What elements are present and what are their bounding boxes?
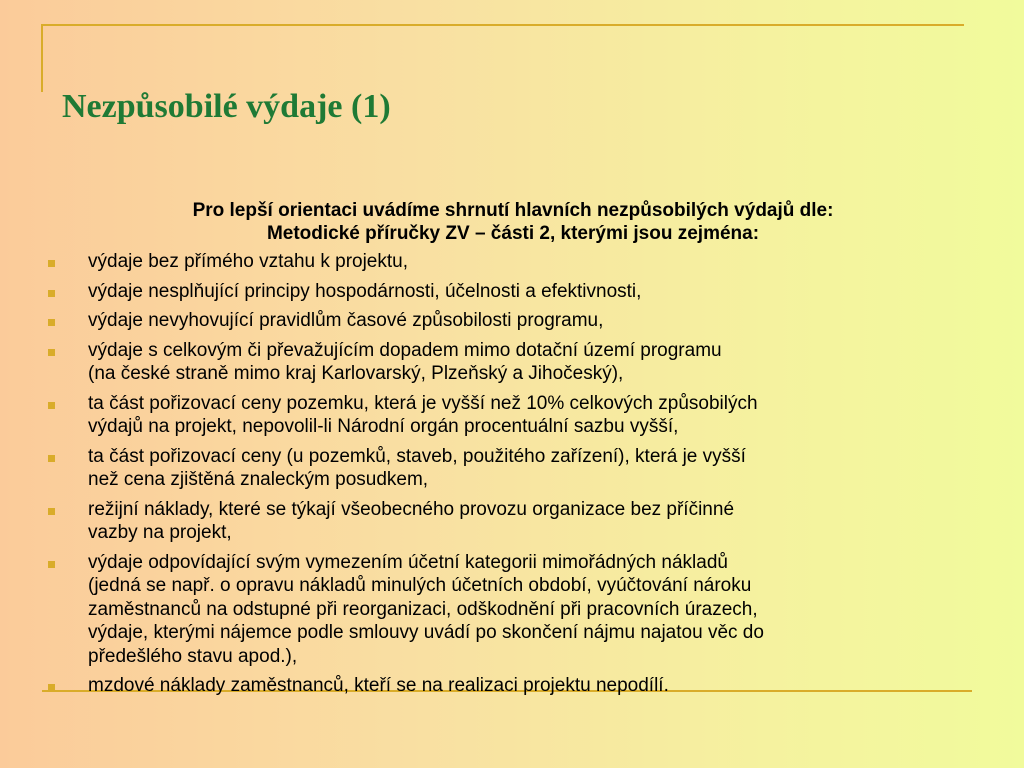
top-rule	[42, 24, 964, 26]
list-item-line: než cena zjištěná znaleckým posudkem,	[88, 469, 429, 490]
list-item	[40, 280, 990, 304]
list-item	[40, 392, 990, 439]
list-item	[40, 498, 990, 545]
square-bullet-icon	[48, 290, 55, 297]
list-item-line: (na české straně mimo kraj Karlovarský, Plzeňský a Jihočeský),	[88, 363, 624, 384]
list-item-line: předešlého stavu apod.),	[88, 645, 298, 667]
list-item-line: výdaje bez přímého vztahu k projektu,	[88, 251, 409, 272]
intro-text	[40, 199, 986, 245]
square-bullet-icon	[48, 561, 55, 568]
intro-line: Pro lepší orientaci uvádíme shrnutí hlavních nezpůsobilých výdajů dle:	[192, 200, 834, 221]
slide-title: Nezpůsobilé výdaje (1)	[62, 88, 391, 125]
list-item-line: výdaje nesplňující principy hospodárnosti, účelnosti a efektivnosti,	[88, 280, 642, 302]
bullet-list	[40, 250, 990, 704]
list-item	[40, 250, 990, 274]
list-item-line: ta část pořizovací ceny pozemku, která je vyšší než 10% celkových způsobilých	[88, 392, 758, 414]
list-item-line: výdaje, kterými nájemce podle smlouvy uvádí po skončení nájmu najatou věc do	[88, 622, 764, 643]
list-item-line: výdaje nevyhovující pravidlům časové způsobilosti programu,	[88, 310, 604, 331]
list-item	[40, 551, 990, 669]
square-bullet-icon	[48, 349, 55, 356]
list-item-line: výdaje s celkovým či převažujícím dopadem mimo dotační území programu	[88, 339, 722, 361]
square-bullet-icon	[48, 319, 55, 326]
list-item	[40, 445, 990, 492]
list-item-line: vazby na projekt,	[88, 522, 232, 543]
list-item-line: (jedná se např. o opravu nákladů minulých účetních období, vyúčtování nároku	[88, 575, 752, 596]
list-item	[40, 309, 990, 333]
list-item-line: výdaje odpovídající svým vymezením účetní kategorii mimořádných nákladů	[88, 551, 728, 573]
left-rule	[41, 24, 43, 92]
intro-line: Metodické příručky ZV – části 2, kterými jsou zejména:	[266, 223, 760, 244]
square-bullet-icon	[48, 455, 55, 462]
list-item	[40, 339, 990, 386]
list-item-line: zaměstnanců na odstupné při reorganizaci, odškodnění při pracovních úrazech,	[88, 598, 758, 620]
list-item-line: mzdové náklady zaměstnanců, kteří se na realizaci projektu nepodílí.	[88, 675, 669, 696]
square-bullet-icon	[48, 402, 55, 409]
list-item-line: výdajů na projekt, nepovolil-li Národní orgán procentuální sazbu vyšší,	[88, 416, 679, 437]
list-item-line: režijní náklady, které se týkají všeobecného provozu organizace bez příčinné	[88, 498, 735, 520]
square-bullet-icon	[48, 684, 55, 691]
square-bullet-icon	[48, 260, 55, 267]
square-bullet-icon	[48, 508, 55, 515]
list-item-line: ta část pořizovací ceny (u pozemků, staveb, použitého zařízení), která je vyšší	[88, 445, 746, 467]
list-item	[40, 674, 990, 698]
